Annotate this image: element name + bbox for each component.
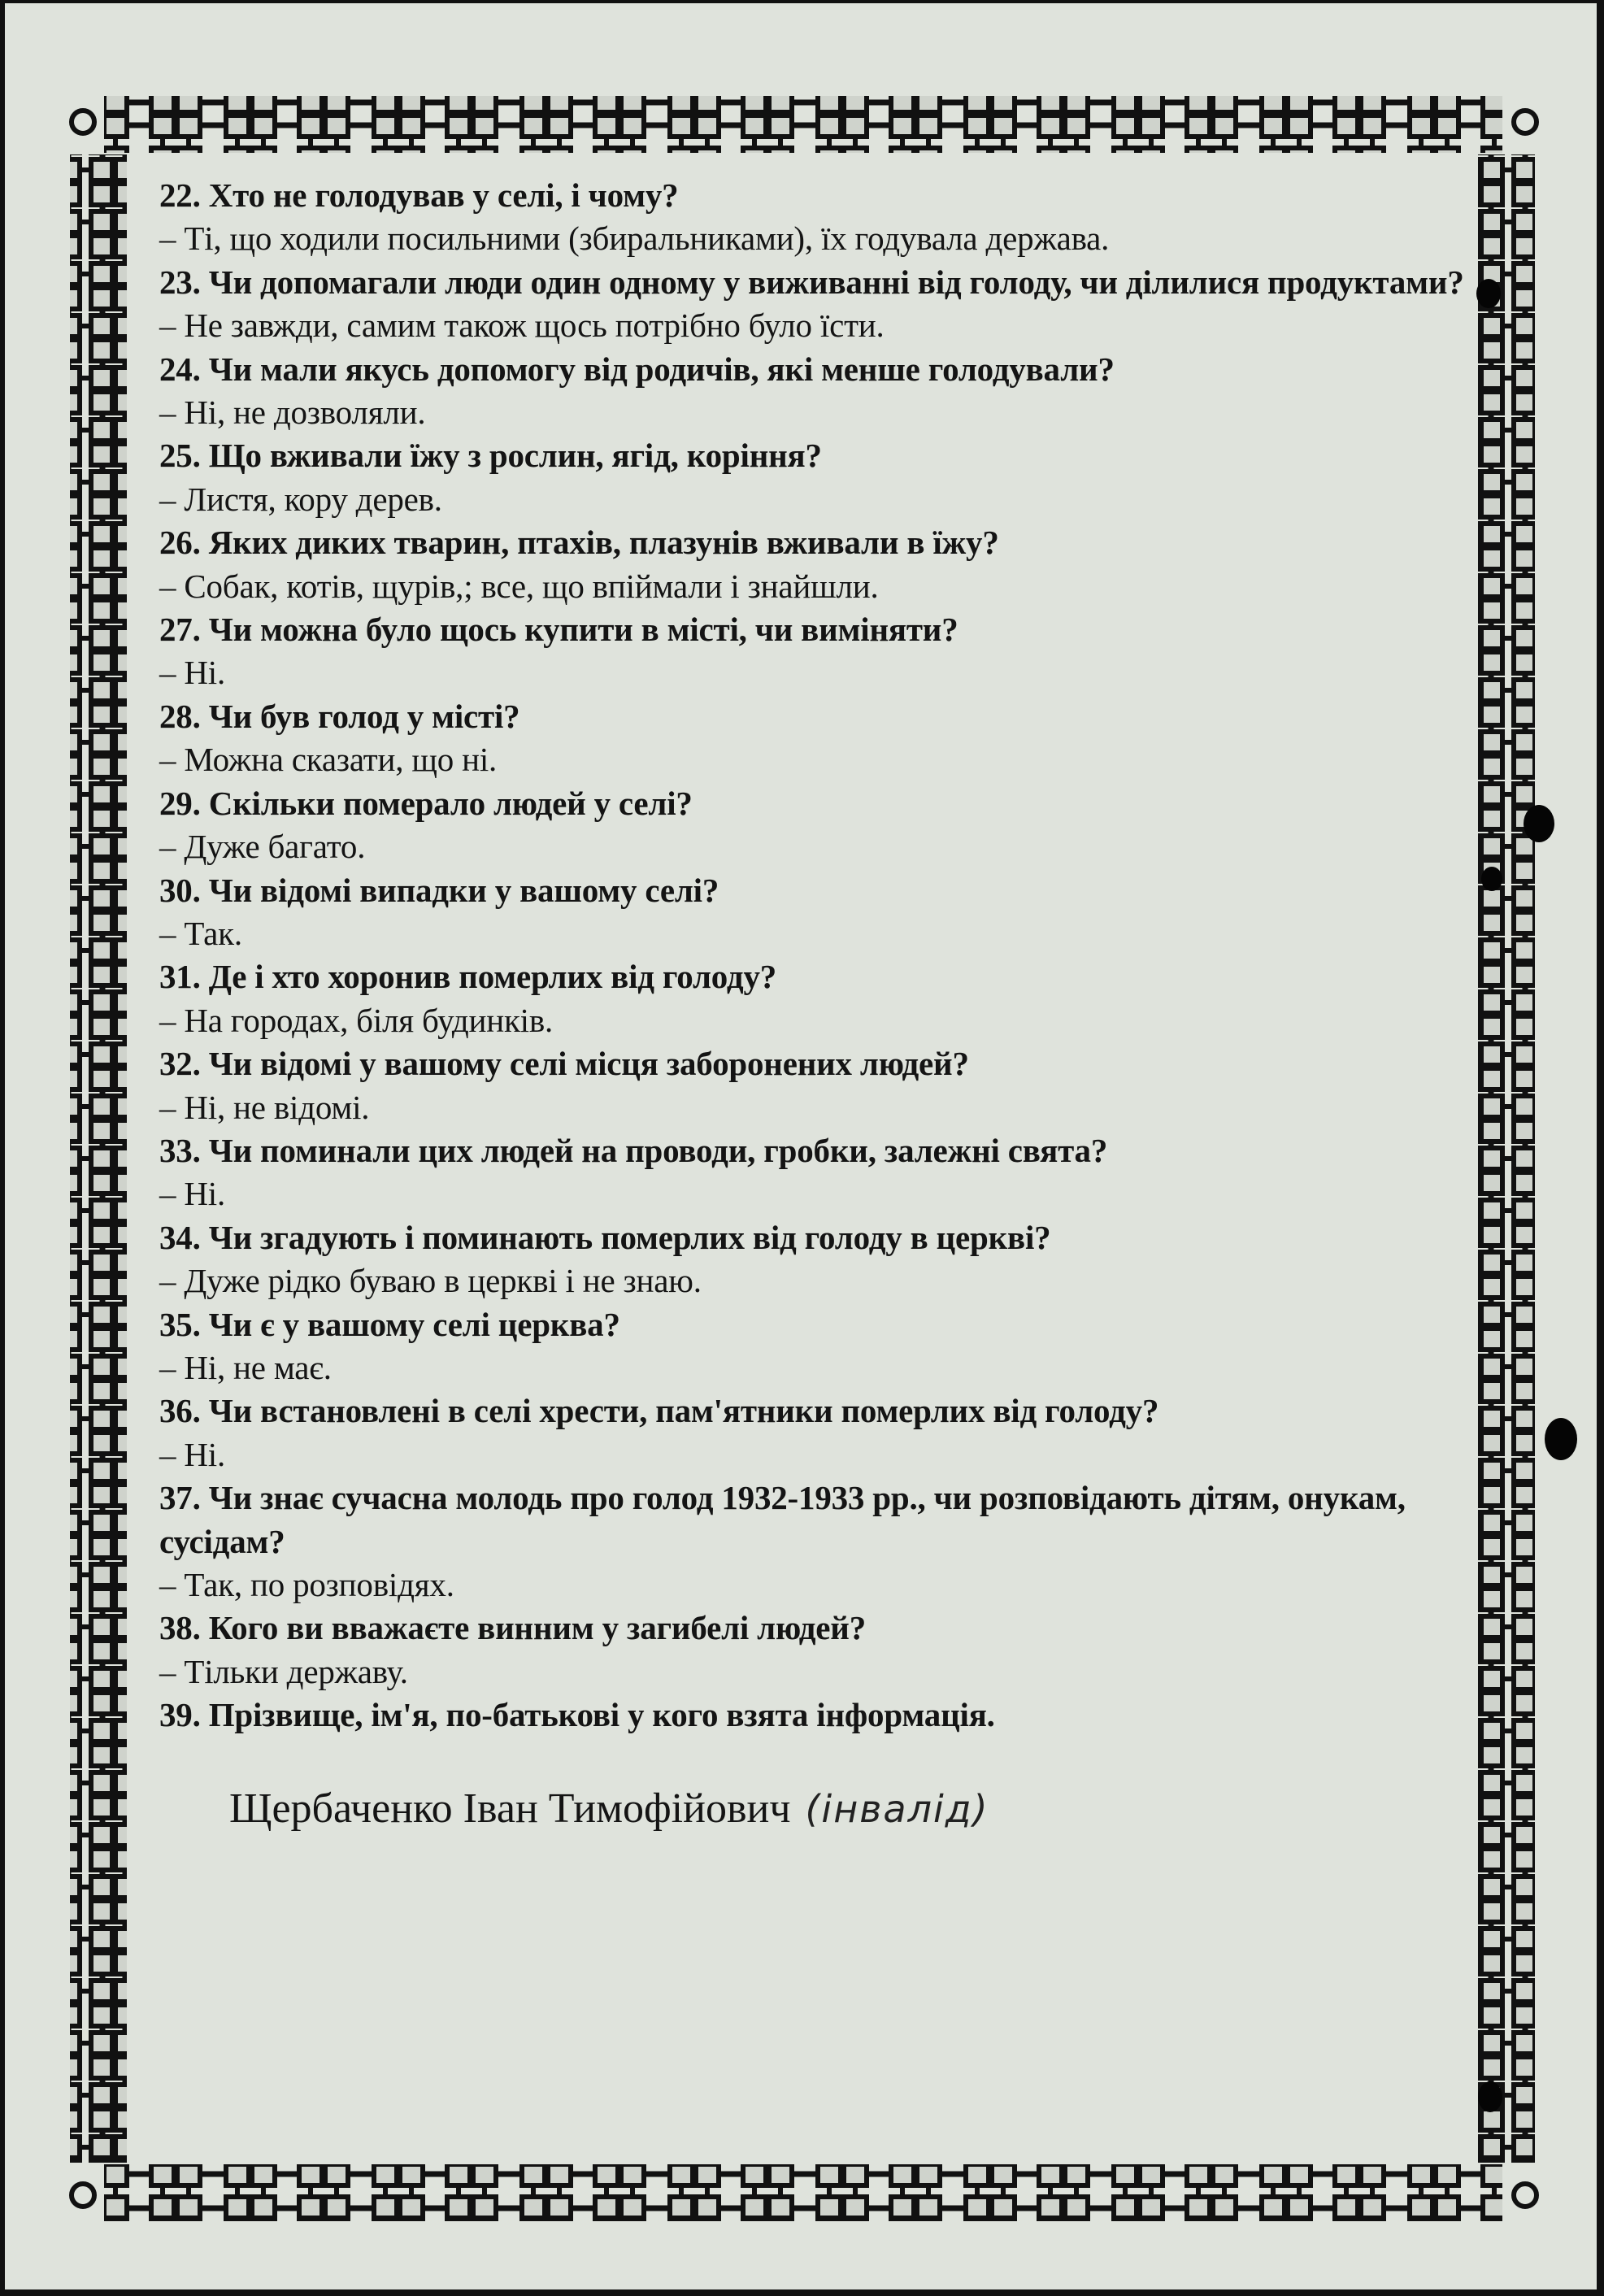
question: 38. Кого ви вважаєте винним у загибелі людей?	[159, 1609, 866, 1647]
answer: – Ні.	[159, 1175, 226, 1213]
question: 34. Чи згадують і поминають померлих від голоду в церкві?	[159, 1218, 1051, 1256]
question: 35. Чи є у вашому селі церква?	[159, 1305, 620, 1343]
question: 24. Чи мали якусь допомогу від родичів, які менше голодували?	[159, 350, 1115, 388]
answer: – Ні.	[159, 1435, 226, 1473]
question: 39. Прізвище, ім'я, по-батькові у кого взята інформація.	[159, 1696, 995, 1734]
answer: – Ні, не має.	[159, 1348, 332, 1386]
question: 30. Чи відомі випадки у вашому селі?	[159, 871, 719, 909]
punch-hole	[1476, 279, 1501, 308]
handwritten-note: (інвалід)	[805, 1787, 989, 1831]
answer: – На городах, біля будинків.	[159, 1001, 554, 1039]
informant-name-line	[229, 1785, 989, 1833]
answer: – Листя, кору дерев.	[159, 480, 442, 518]
question: 33. Чи поминали цих людей на проводи, гробки, залежні свята?	[159, 1131, 1108, 1169]
answer: – Можна сказати, що ні.	[159, 741, 498, 779]
question: 29. Скільки померало людей у селі?	[159, 784, 693, 822]
answer: – Так, по розповідях.	[159, 1566, 454, 1603]
question: 31. Де і хто хоронив померлих від голоду?	[159, 958, 777, 996]
question: 32. Чи відомі у вашому селі місця заборонених людей?	[159, 1045, 969, 1083]
answer: – Так.	[159, 914, 242, 952]
question: 25. Що вживали їжу з рослин, ягід, коріння?	[159, 437, 822, 475]
question: 27. Чи можна було щось купити в місті, чи виміняти?	[159, 611, 958, 649]
answer: – Собак, котів, щурів,; все, що впіймали і знайшли.	[159, 567, 879, 605]
informant-name: Щербаченко Іван Тимофійович	[229, 1785, 791, 1832]
questionnaire-body	[159, 174, 1525, 1737]
answer: – Ні, не дозволяли.	[159, 394, 426, 432]
answer: – Дуже багато.	[159, 828, 366, 866]
answer: – Не завжди, самим також щось потрібно було їсти.	[159, 307, 885, 345]
punch-hole	[1478, 2081, 1502, 2112]
punch-hole	[1481, 867, 1502, 891]
answer: – Ні, не відомі.	[159, 1088, 370, 1126]
question: 26. Яких диких тварин, птахів, плазунів вживали в їжу?	[159, 524, 999, 562]
answer: – Тільки державу.	[159, 1652, 408, 1690]
question: 22. Хто не голодував у селі, і чому?	[159, 176, 679, 214]
punch-hole	[1524, 805, 1554, 842]
question: 23. Чи допомагали люди один одному у виживанні від голоду, чи ділилися продуктами?	[159, 263, 1464, 301]
answer: – Ті, що ходили посильними (збиральниками), їх годувала держава.	[159, 220, 1110, 258]
question: 36. Чи встановлені в селі хрести, пам'ятники померлих від голоду?	[159, 1392, 1159, 1430]
punch-hole	[1545, 1418, 1577, 1460]
answer: – Ні.	[159, 654, 226, 692]
question: 37. Чи знає сучасна молодь про голод 1932-1933 рр., чи розповідають дітям, онукам, сусідам?	[159, 1479, 1406, 1560]
question: 28. Чи був голод у місті?	[159, 697, 520, 735]
answer: – Дуже рідко буваю в церкві і не знаю.	[159, 1262, 702, 1300]
